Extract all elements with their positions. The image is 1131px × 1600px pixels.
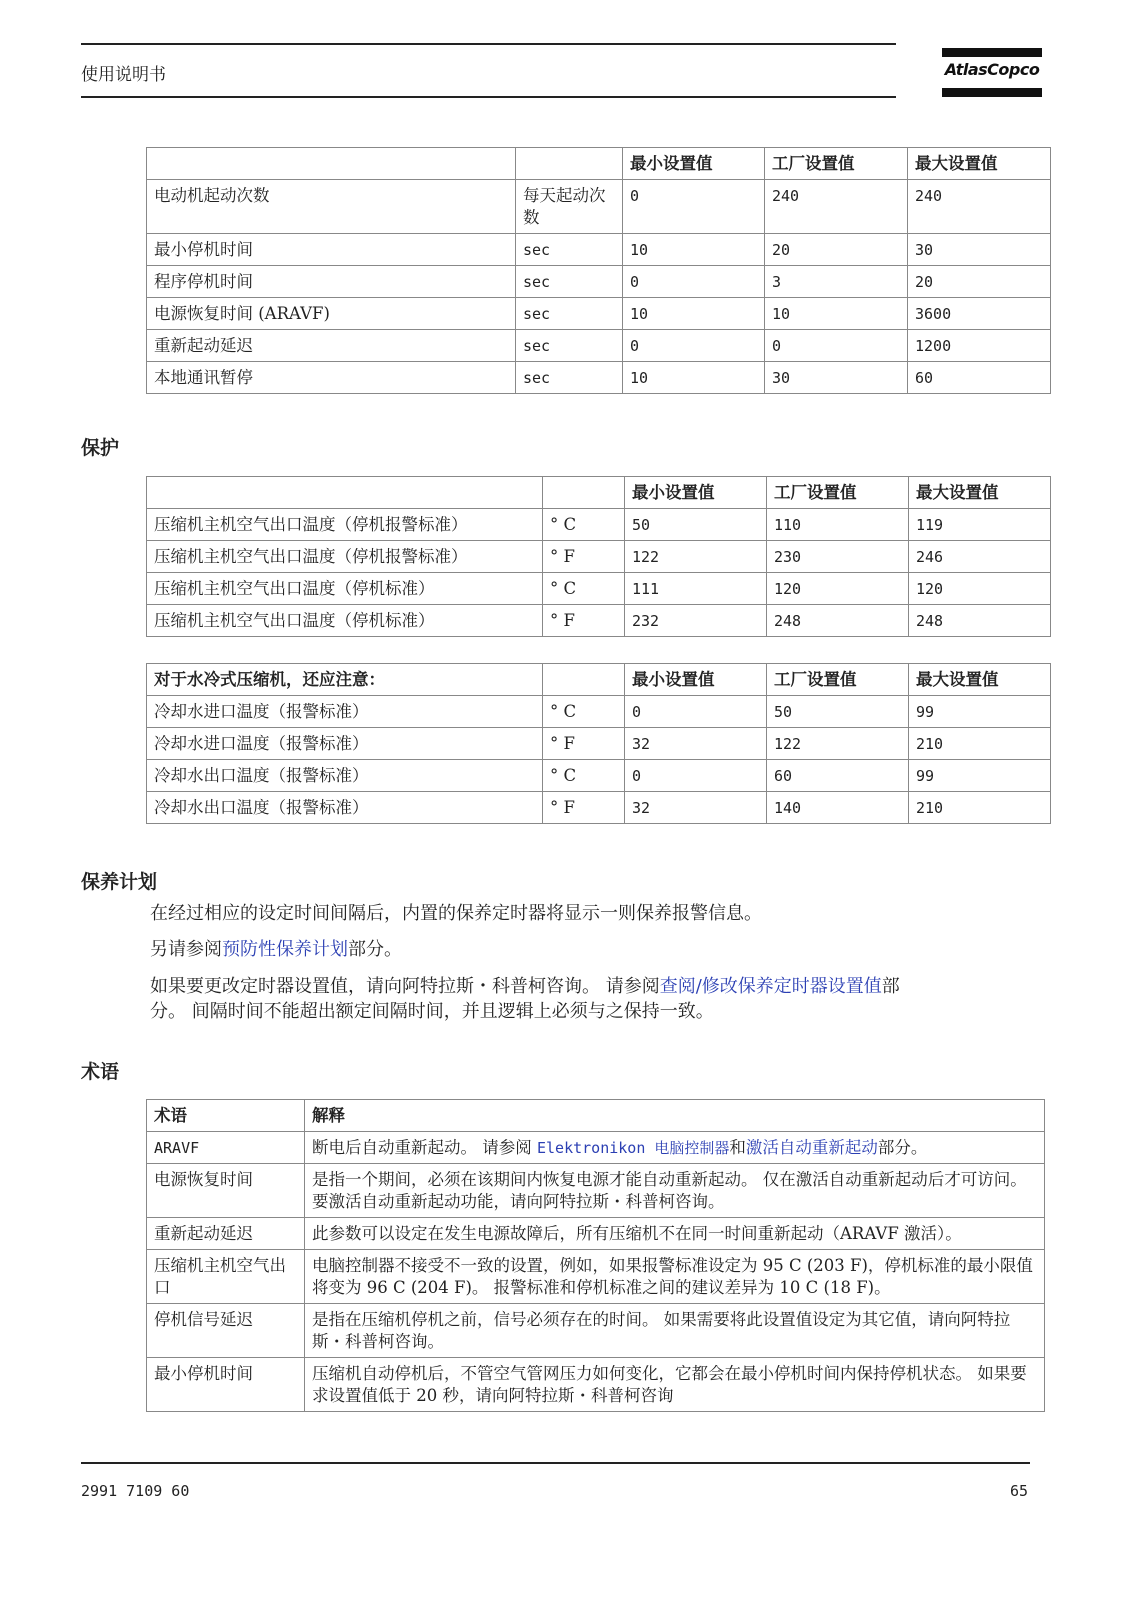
- table-row: [147, 605, 1051, 637]
- terms-heading: 术语: [81, 1061, 120, 1083]
- table-row: [147, 541, 1051, 573]
- value-cell: 1200: [908, 330, 1051, 362]
- unit-cell: ° F: [543, 792, 625, 824]
- value-cell: 0: [625, 760, 767, 792]
- term-row: [147, 1304, 1045, 1358]
- unit-cell: 每天起动次数: [516, 180, 623, 234]
- value-cell: 122: [767, 728, 909, 760]
- table-row: [147, 234, 1051, 266]
- table-row: [147, 696, 1051, 728]
- logo-text: AtlasCopco: [944, 60, 1040, 79]
- table-row: [147, 760, 1051, 792]
- value-cell: 3: [765, 266, 908, 298]
- row-label-cell: 最小停机时间: [147, 234, 516, 266]
- header-cell: 工厂设置值: [767, 664, 909, 696]
- value-cell: 99: [909, 696, 1051, 728]
- header-bottom-rule: [81, 96, 896, 98]
- p2-prefix: 另请参阅: [150, 939, 222, 960]
- unit-cell: ° F: [543, 728, 625, 760]
- water-cooled-table-body: [147, 664, 1051, 824]
- maintenance-paragraph-1: 在经过相应的设定时间间隔后，内置的保养定时器将显示一则保养报警信息。: [150, 903, 762, 924]
- value-cell: 0: [623, 330, 765, 362]
- term-row: [147, 1164, 1045, 1218]
- table-header-row: [147, 477, 1051, 509]
- unit-cell: sec: [516, 298, 623, 330]
- value-cell: 50: [625, 509, 767, 541]
- header-cell: [516, 148, 623, 180]
- row-label-cell: 压缩机主机空气出口温度（停机报警标准）: [147, 541, 543, 573]
- table-header-row: [147, 148, 1051, 180]
- row-label-cell: 程序停机时间: [147, 266, 516, 298]
- activate-auto-restart-link[interactable]: 激活自动重新起动: [745, 1138, 878, 1157]
- header-cell: [147, 148, 516, 180]
- page-number: 65: [1010, 1482, 1029, 1500]
- unit-cell: ° F: [543, 541, 625, 573]
- value-cell: 120: [767, 573, 909, 605]
- header-cell: 工厂设置值: [767, 477, 909, 509]
- term-row: [147, 1358, 1045, 1412]
- header-cell: 最小设置值: [623, 148, 765, 180]
- term-cell: 最小停机时间: [147, 1358, 305, 1412]
- unit-cell: ° C: [543, 573, 625, 605]
- row-label-cell: 压缩机主机空气出口温度（停机标准）: [147, 573, 543, 605]
- value-cell: 122: [625, 541, 767, 573]
- term-cell: 压缩机主机空气出口: [147, 1250, 305, 1304]
- row-label-cell: 冷却水进口温度（报警标准）: [147, 696, 543, 728]
- unit-cell: ° C: [543, 509, 625, 541]
- term-cell: 电源恢复时间: [147, 1164, 305, 1218]
- row-label-cell: 冷却水出口温度（报警标准）: [147, 792, 543, 824]
- header-top-rule: [81, 43, 896, 45]
- row-label-cell: 电源恢复时间 (ARAVF): [147, 298, 516, 330]
- table-row: [147, 330, 1051, 362]
- water-cooled-table: [146, 663, 1051, 824]
- header-cell: 解释: [305, 1100, 1045, 1132]
- value-cell: 248: [767, 605, 909, 637]
- atlas-copco-logo: [942, 48, 1042, 98]
- table-row: [147, 792, 1051, 824]
- protection-heading: 保护: [81, 437, 120, 459]
- row-label-cell: 重新起动延迟: [147, 330, 516, 362]
- table-row: [147, 509, 1051, 541]
- definition-cell: [305, 1132, 1045, 1164]
- unit-cell: ° C: [543, 696, 625, 728]
- maintenance-heading: 保养计划: [81, 871, 158, 893]
- unit-cell: ° F: [543, 605, 625, 637]
- protection-table-body: [147, 477, 1051, 637]
- footer-rule: [81, 1462, 1030, 1464]
- value-cell: 246: [909, 541, 1051, 573]
- table-row: [147, 180, 1051, 234]
- header-cell: [543, 664, 625, 696]
- table-row: [147, 298, 1051, 330]
- definition-cell: 此参数可以设定在发生电源故障后，所有压缩机不在同一时间重新起动（ARAVF 激活）。: [305, 1218, 1045, 1250]
- header-cell: [147, 477, 543, 509]
- definition-prefix: 断电后自动重新起动。 请参阅: [312, 1138, 537, 1157]
- row-label-cell: 压缩机主机空气出口温度（停机报警标准）: [147, 509, 543, 541]
- header-cell: 最小设置值: [625, 664, 767, 696]
- header-cell: [543, 477, 625, 509]
- p3-suffix: 部: [881, 976, 900, 997]
- value-cell: 10: [623, 234, 765, 266]
- value-cell: 10: [623, 298, 765, 330]
- value-cell: 20: [765, 234, 908, 266]
- service-timer-settings-link[interactable]: 查阅/修改保养定时器设置值: [659, 976, 882, 997]
- header-cell: 工厂设置值: [765, 148, 908, 180]
- value-cell: 0: [623, 180, 765, 234]
- term-cell: 停机信号延迟: [147, 1304, 305, 1358]
- definition-suffix: 部分。: [877, 1138, 928, 1157]
- value-cell: 119: [909, 509, 1051, 541]
- term-cell: ARAVF: [147, 1132, 305, 1164]
- header-cell: 对于水冷式压缩机，还应注意：: [147, 664, 543, 696]
- unit-cell: sec: [516, 266, 623, 298]
- value-cell: 248: [909, 605, 1051, 637]
- terms-header-row: [147, 1100, 1045, 1132]
- header-cell: 术语: [147, 1100, 305, 1132]
- table-row: [147, 362, 1051, 394]
- value-cell: 20: [908, 266, 1051, 298]
- value-cell: 0: [625, 696, 767, 728]
- value-cell: 0: [765, 330, 908, 362]
- elektronikon-controller-link[interactable]: Elektronikon 电脑控制器: [537, 1139, 730, 1157]
- preventive-maintenance-link[interactable]: 预防性保养计划: [222, 939, 348, 960]
- value-cell: 10: [765, 298, 908, 330]
- term-cell: 重新起动延迟: [147, 1218, 305, 1250]
- value-cell: 240: [908, 180, 1051, 234]
- definition-cell: 是指一个期间，必须在该期间内恢复电源才能自动重新起动。 仅在激活自动重新起动后才可访问。 要激活自动重新起动功能，请向阿特拉斯・科普柯咨询。: [305, 1164, 1045, 1218]
- value-cell: 32: [625, 728, 767, 760]
- header-cell: 最大设置值: [909, 477, 1051, 509]
- maintenance-paragraph-2: [150, 937, 1030, 962]
- definition-cell: 电脑控制器不接受不一致的设置，例如，如果报警标准设定为 95 C (203 F)，停机标准的最小限值将变为 96 C (204 F)。 报警标准和停机标准之间的建议差异为 10 C (18 F)。: [305, 1250, 1045, 1304]
- value-cell: 3600: [908, 298, 1051, 330]
- p2-suffix: 部分。: [348, 939, 402, 960]
- value-cell: 210: [909, 728, 1051, 760]
- row-label-cell: 冷却水进口温度（报警标准）: [147, 728, 543, 760]
- value-cell: 230: [767, 541, 909, 573]
- table-row: [147, 728, 1051, 760]
- unit-cell: ° C: [543, 760, 625, 792]
- value-cell: 99: [909, 760, 1051, 792]
- definition-cell: 压缩机自动停机后，不管空气管网压力如何变化，它都会在最小停机时间内保持停机状态。 如果要求设置值低于 20 秒，请向阿特拉斯・科普柯咨询: [305, 1358, 1045, 1412]
- value-cell: 140: [767, 792, 909, 824]
- header-cell: 最小设置值: [625, 477, 767, 509]
- row-label-cell: 压缩机主机空气出口温度（停机标准）: [147, 605, 543, 637]
- value-cell: 60: [908, 362, 1051, 394]
- header-cell: 最大设置值: [909, 664, 1051, 696]
- term-row: [147, 1132, 1045, 1164]
- table-header-row: [147, 664, 1051, 696]
- term-row: [147, 1250, 1045, 1304]
- value-cell: 50: [767, 696, 909, 728]
- value-cell: 110: [767, 509, 909, 541]
- settings-table: [146, 147, 1051, 394]
- value-cell: 111: [625, 573, 767, 605]
- table-row: [147, 573, 1051, 605]
- value-cell: 32: [625, 792, 767, 824]
- row-label-cell: 本地通讯暂停: [147, 362, 516, 394]
- term-row: [147, 1218, 1045, 1250]
- maintenance-paragraph-3: [150, 974, 1030, 1024]
- terms-table-body: [147, 1100, 1045, 1412]
- value-cell: 10: [623, 362, 765, 394]
- header-cell: 最大设置值: [908, 148, 1051, 180]
- protection-table: [146, 476, 1051, 637]
- settings-table-body: [147, 148, 1051, 394]
- p3-line2: 分。 间隔时间不能超出额定间隔时间，并且逻辑上必须与之保持一致。: [150, 1001, 714, 1022]
- value-cell: 0: [623, 266, 765, 298]
- value-cell: 120: [909, 573, 1051, 605]
- definition-cell: 是指在压缩机停机之前，信号必须存在的时间。 如果需要将此设置值设定为其它值，请向阿特拉斯・科普柯咨询。: [305, 1304, 1045, 1358]
- value-cell: 30: [765, 362, 908, 394]
- unit-cell: sec: [516, 362, 623, 394]
- table-row: [147, 266, 1051, 298]
- value-cell: 30: [908, 234, 1051, 266]
- row-label-cell: 冷却水出口温度（报警标准）: [147, 760, 543, 792]
- terms-table: [146, 1099, 1045, 1412]
- document-number: 2991 7109 60: [81, 1482, 190, 1500]
- value-cell: 60: [767, 760, 909, 792]
- row-label-cell: 电动机起动次数: [147, 180, 516, 234]
- value-cell: 232: [625, 605, 767, 637]
- header-title: 使用说明书: [81, 65, 166, 85]
- definition-and: 和: [729, 1138, 746, 1157]
- unit-cell: sec: [516, 234, 623, 266]
- value-cell: 210: [909, 792, 1051, 824]
- value-cell: 240: [765, 180, 908, 234]
- unit-cell: sec: [516, 330, 623, 362]
- p3-prefix: 如果要更改定时器设置值，请向阿特拉斯・科普柯咨询。 请参阅: [150, 976, 660, 997]
